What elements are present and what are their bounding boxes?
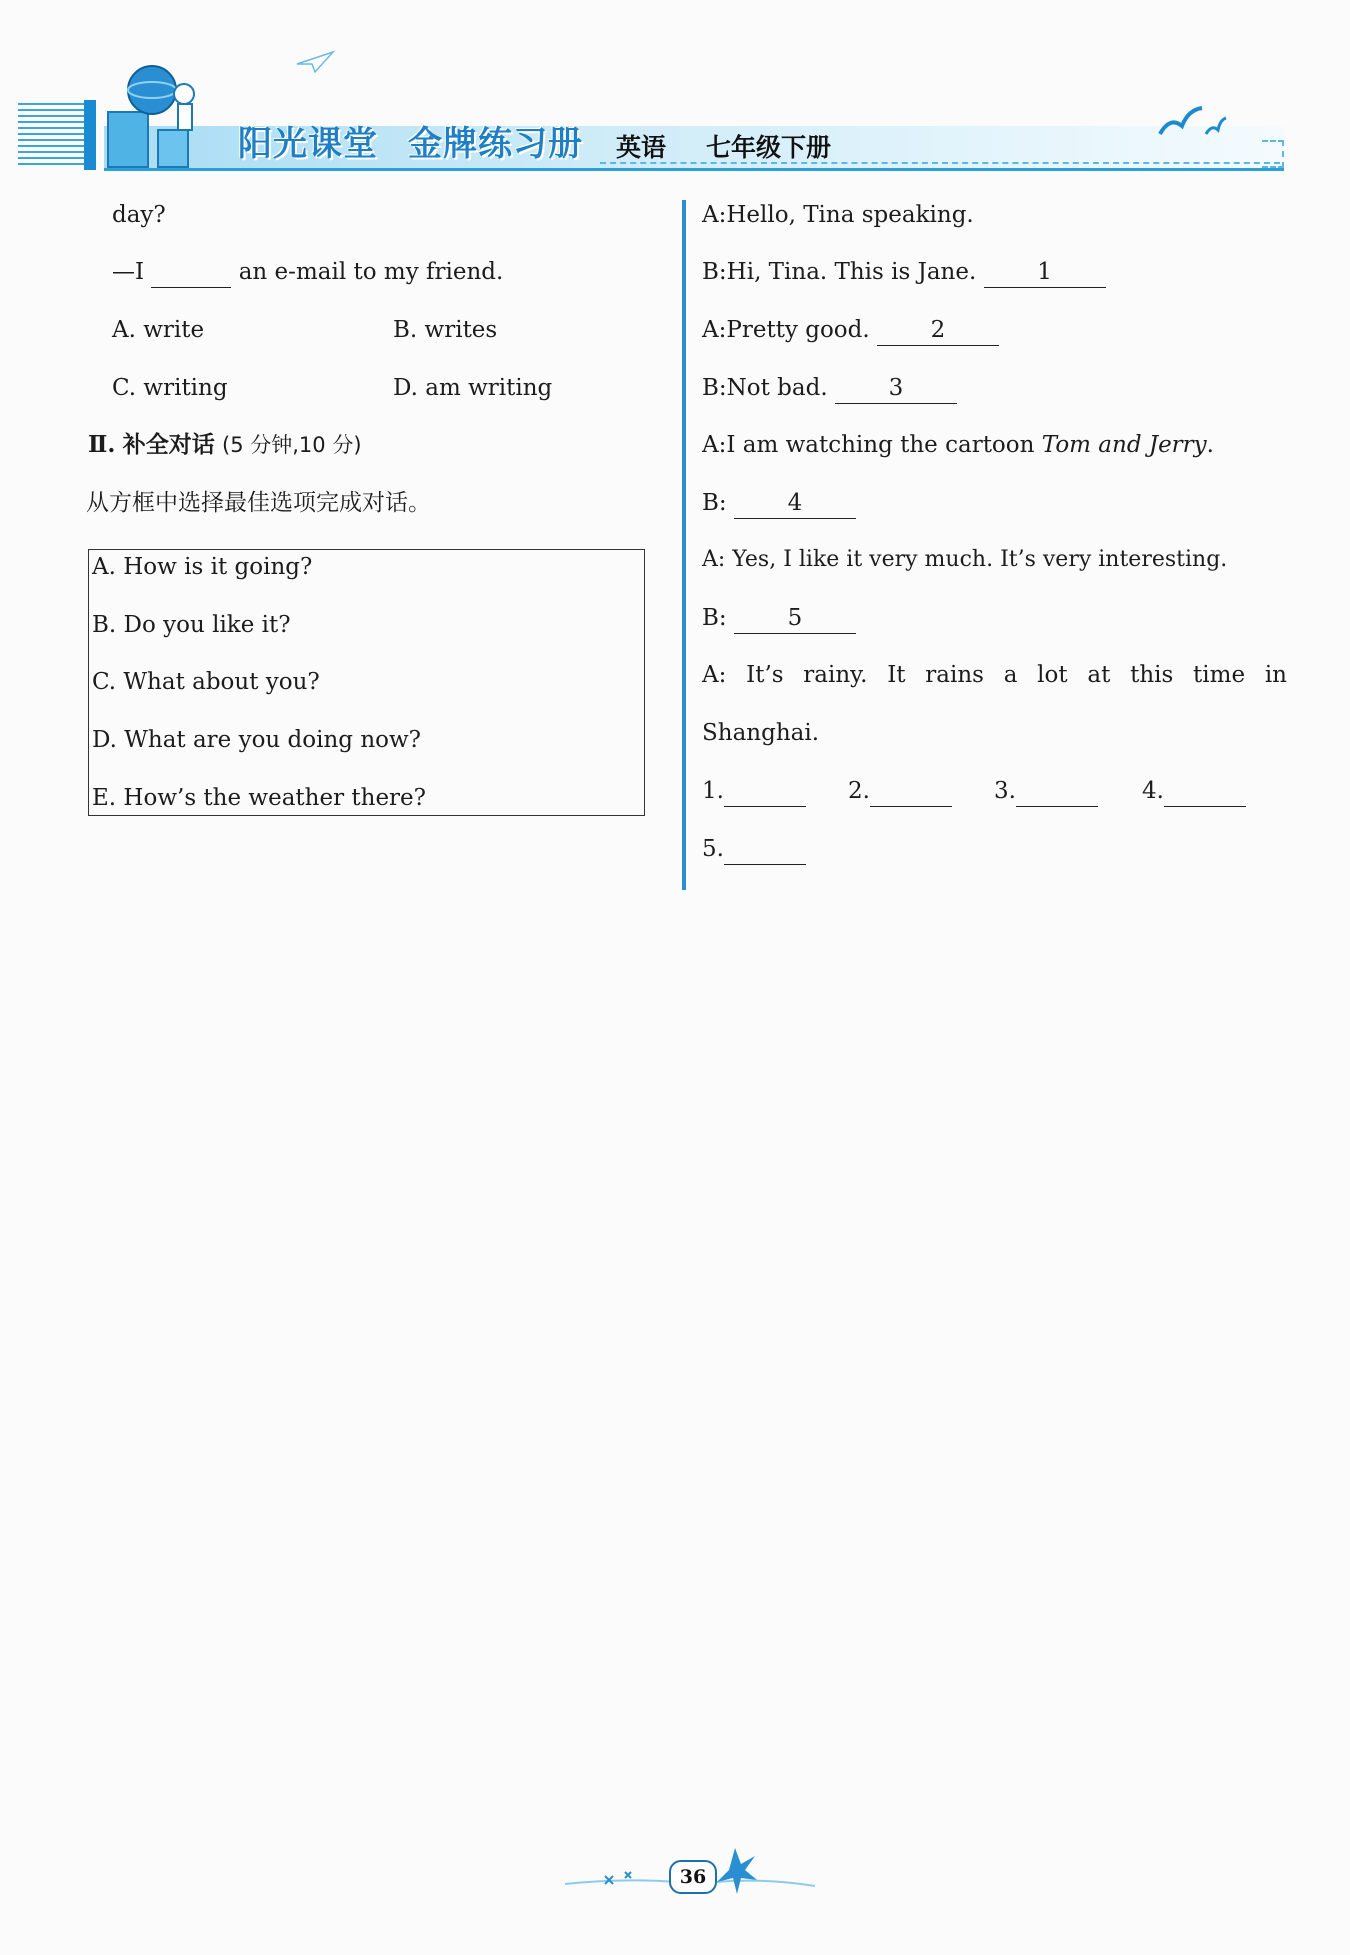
header-band-line	[104, 168, 1284, 171]
header-left-bar	[84, 100, 96, 170]
header-stripes	[18, 103, 88, 167]
question-tail: day?	[112, 202, 166, 228]
section-number: Ⅱ.	[88, 431, 116, 458]
option-a	[112, 315, 204, 345]
section-meta: (5 分钟,10 分)	[222, 433, 362, 457]
dialogue-speaker: B:	[702, 605, 727, 631]
dialogue-line-1: A:Hello, Tina speaking.	[702, 202, 974, 228]
box-option-c: C. What about you?	[92, 669, 320, 695]
answer-suffix: an e-mail to my friend.	[238, 259, 504, 285]
answer-number: 1.	[702, 778, 724, 804]
dialogue-line-7: A: Yes, I like it very much. It’s very interesting.	[702, 547, 1228, 572]
option-text: writing	[143, 375, 228, 401]
dialogue-text: B:Not bad.	[702, 375, 828, 401]
answer-5	[702, 834, 806, 865]
grade-label: 七年级下册	[706, 133, 832, 162]
option-letter: D.	[393, 375, 418, 401]
answer-2	[848, 776, 952, 807]
page-number: 36	[669, 1860, 717, 1894]
header-dash-line	[600, 162, 1280, 164]
dialogue-line-5	[702, 430, 1214, 460]
section-heading	[88, 430, 362, 460]
brand-title-1: 阳光课堂	[238, 124, 378, 164]
section-title: 补全对话	[122, 432, 215, 458]
option-b	[393, 315, 497, 345]
option-text: write	[143, 317, 205, 343]
header-illustration-icon	[100, 50, 230, 170]
option-text: writes	[424, 317, 498, 343]
dialogue-text: B:Hi, Tina. This is Jane.	[702, 259, 977, 285]
dialogue-blank-5[interactable]: 5	[734, 603, 856, 634]
answer-blank-3[interactable]	[1016, 776, 1098, 807]
dialogue-blank-1[interactable]: 1	[984, 257, 1106, 288]
brand-title-2: 金牌练习册	[408, 124, 583, 164]
question-answer-line	[112, 257, 503, 288]
box-option-d: D. What are you doing now?	[92, 727, 422, 753]
dialogue-line-8	[702, 603, 856, 634]
box-option-b: B. Do you like it?	[92, 612, 291, 638]
answer-1	[702, 776, 806, 807]
dialogue-speaker: B:	[702, 490, 727, 516]
answer-blank-4[interactable]	[1164, 776, 1246, 807]
box-option-a: A. How is it going?	[92, 554, 313, 580]
dialogue-line-4	[702, 373, 957, 404]
header-dash-end	[1262, 140, 1284, 168]
answer-number: 2.	[848, 778, 870, 804]
answer-blank-5[interactable]	[724, 834, 806, 865]
option-letter: B.	[393, 317, 418, 343]
dialogue-blank-2[interactable]: 2	[877, 315, 999, 346]
dialogue-punct: .	[1206, 432, 1214, 458]
answer-number: 3.	[994, 778, 1016, 804]
subject-label: 英语	[616, 133, 667, 162]
dialogue-text: A:I am watching the cartoon	[702, 432, 1035, 458]
column-divider	[682, 200, 686, 890]
option-letter: C.	[112, 375, 137, 401]
dialogue-blank-3[interactable]: 3	[835, 373, 957, 404]
option-c	[112, 373, 228, 403]
paper-plane-icon	[295, 50, 335, 74]
dialogue-line-6	[702, 488, 856, 519]
option-text: am writing	[425, 375, 553, 401]
dialogue-line-9b: Shanghai.	[702, 720, 820, 746]
birds-icon	[1158, 104, 1228, 140]
dialogue-line-2	[702, 257, 1106, 288]
dialogue-line-3	[702, 315, 999, 346]
answer-number: 5.	[702, 836, 724, 862]
answer-number: 4.	[1142, 778, 1164, 804]
answer-4	[1142, 776, 1246, 807]
answer-prefix: —I	[112, 259, 145, 285]
answer-blank-1[interactable]	[724, 776, 806, 807]
cartoon-title: Tom and Jerry	[1041, 432, 1207, 458]
box-option-e: E. How’s the weather there?	[92, 785, 426, 811]
answer-3	[994, 776, 1098, 807]
option-d	[393, 373, 552, 403]
instruction: 从方框中选择最佳选项完成对话。	[86, 490, 431, 516]
dialogue-blank-4[interactable]: 4	[734, 488, 856, 519]
dialogue-line-9a: A: It’s rainy. It rains a lot at this time in	[702, 662, 1287, 688]
dialogue-text: A:Pretty good.	[702, 317, 870, 343]
answer-blank-2[interactable]	[870, 776, 952, 807]
answer-blank[interactable]	[151, 257, 231, 288]
option-letter: A.	[112, 317, 136, 343]
page-header	[0, 0, 1350, 180]
